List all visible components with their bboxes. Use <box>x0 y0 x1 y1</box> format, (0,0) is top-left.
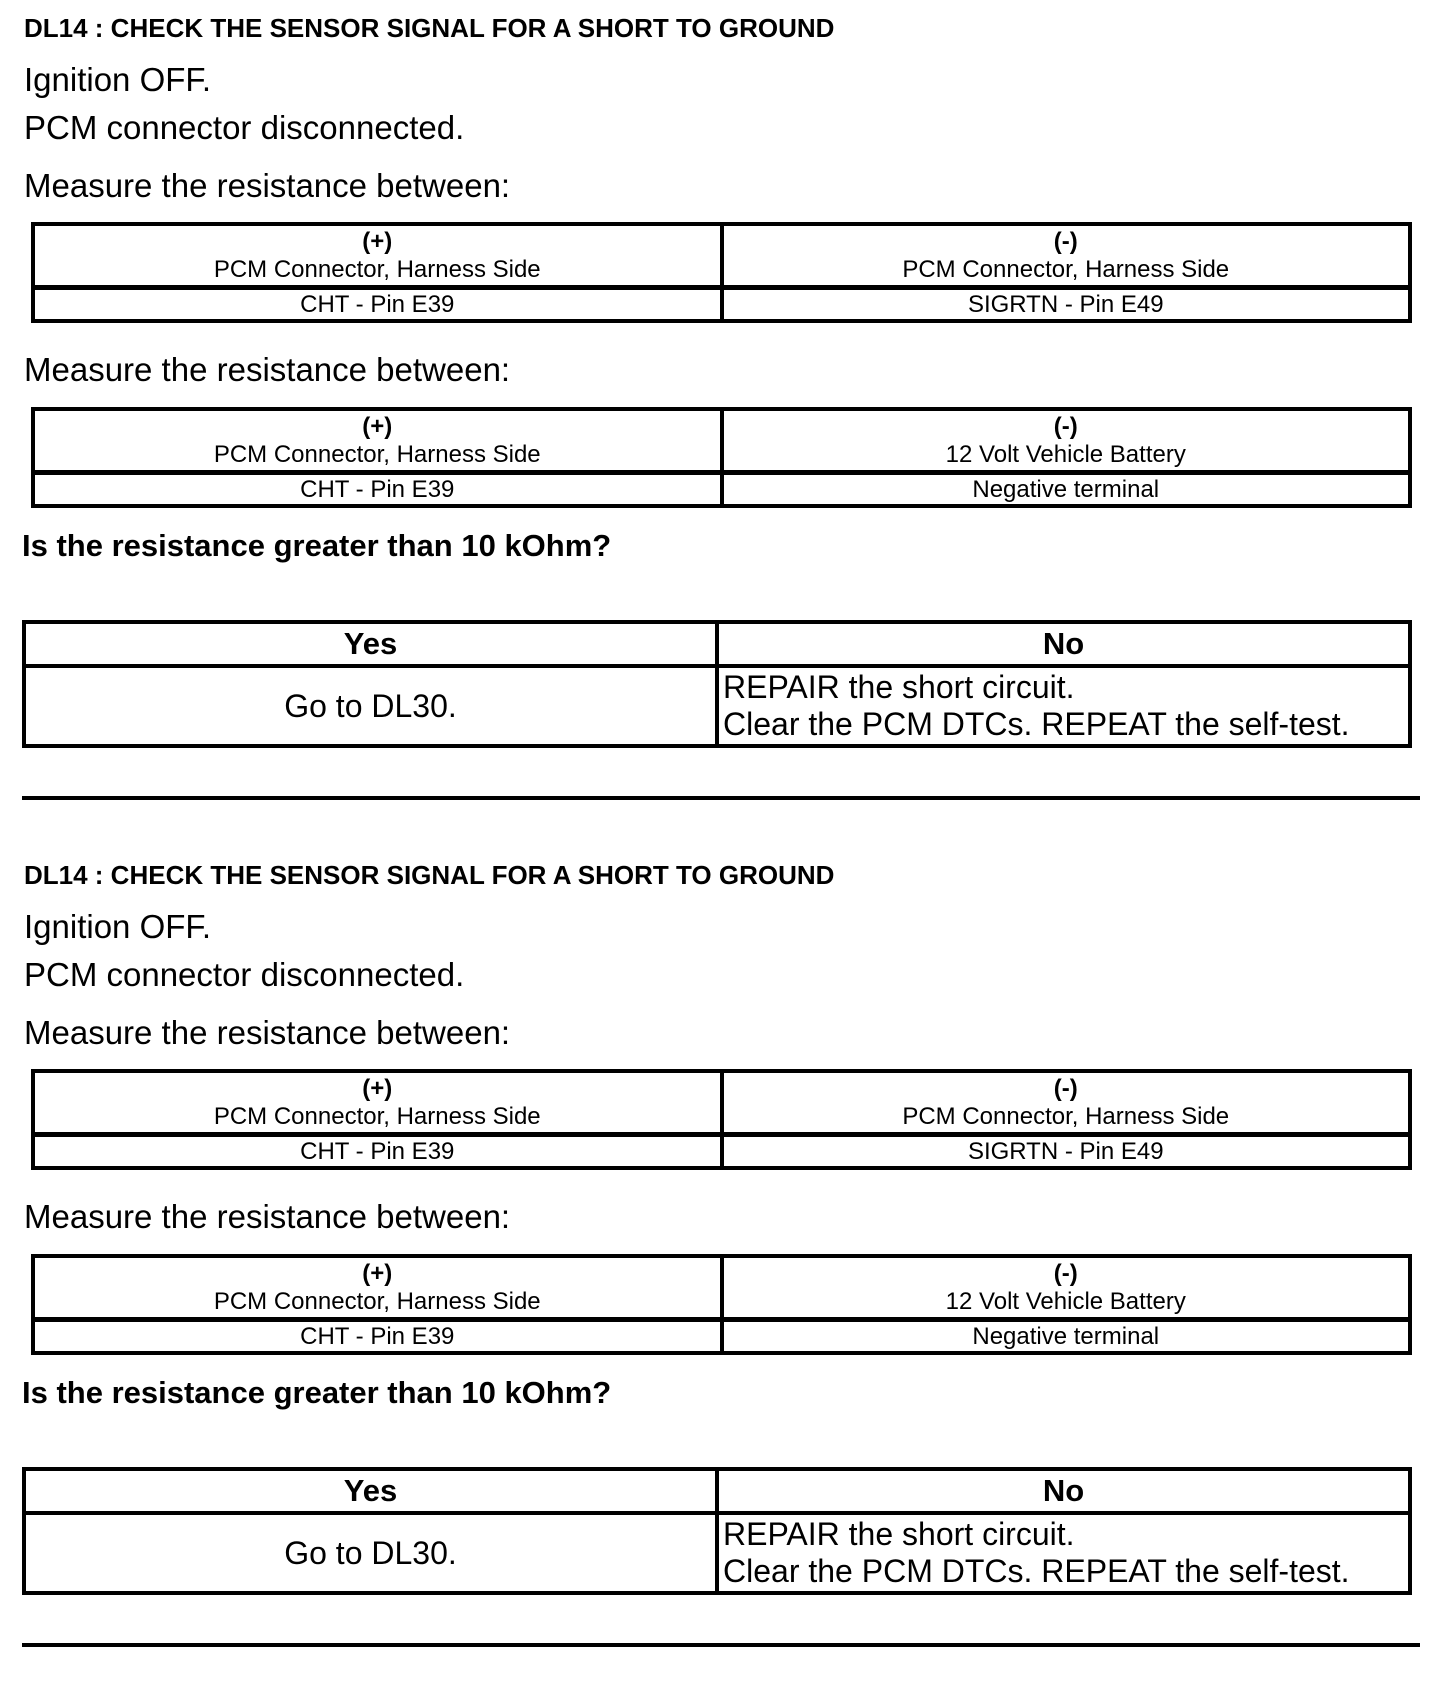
no-action-line: Clear the PCM DTCs. REPEAT the self-test. <box>723 706 1350 742</box>
minus-probe-value: SIGRTN - Pin E49 <box>722 1135 1411 1169</box>
instruction-connector: PCM connector disconnected. <box>24 109 465 146</box>
yes-action: Go to DL30. <box>24 1513 717 1593</box>
decision-table <box>22 620 1412 748</box>
no-action-line: REPAIR the short circuit. <box>723 1516 1075 1552</box>
instruction-ignition: Ignition OFF. <box>24 908 212 945</box>
measure-label: Measure the resistance between: <box>24 1198 511 1235</box>
plus-symbol: (+) <box>362 1260 393 1287</box>
plus-probe-header <box>33 1071 722 1135</box>
section-divider <box>22 796 1420 800</box>
decision-question: Is the resistance greater than 10 kOhm? <box>22 528 612 563</box>
measurement-table-pin-to-battery <box>31 1254 1412 1355</box>
yes-header: Yes <box>24 1469 717 1513</box>
plus-probe-value: CHT - Pin E39 <box>33 473 722 507</box>
diagnostic-step-block-2 <box>0 847 1440 1697</box>
plus-symbol: (+) <box>362 228 393 255</box>
measure-label: Measure the resistance between: <box>24 1014 511 1051</box>
no-action-line: Clear the PCM DTCs. REPEAT the self-test. <box>723 1553 1350 1589</box>
measurement-table-pin-to-battery <box>31 407 1412 508</box>
minus-probe-value: Negative terminal <box>722 1320 1411 1354</box>
minus-probe-header <box>722 224 1411 288</box>
minus-probe-header <box>722 409 1411 473</box>
plus-probe-value: CHT - Pin E39 <box>33 288 722 322</box>
minus-symbol: (-) <box>1053 1260 1078 1287</box>
minus-probe-header <box>722 1071 1411 1135</box>
step-title: DL14 : CHECK THE SENSOR SIGNAL FOR A SHORT TO GROUND <box>24 13 835 43</box>
plus-symbol: (+) <box>362 1075 393 1102</box>
plus-probe-value: CHT - Pin E39 <box>33 1320 722 1354</box>
instruction-connector: PCM connector disconnected. <box>24 956 465 993</box>
minus-symbol: (-) <box>1053 228 1078 255</box>
minus-symbol: (-) <box>1053 413 1078 440</box>
plus-label: PCM Connector, Harness Side <box>213 441 541 468</box>
measure-label: Measure the resistance between: <box>24 351 511 388</box>
plus-label: PCM Connector, Harness Side <box>213 1103 541 1130</box>
minus-probe-value: SIGRTN - Pin E49 <box>722 288 1411 322</box>
plus-probe-value: CHT - Pin E39 <box>33 1135 722 1169</box>
step-title: DL14 : CHECK THE SENSOR SIGNAL FOR A SHORT TO GROUND <box>24 860 835 890</box>
instruction-ignition: Ignition OFF. <box>24 61 212 98</box>
plus-probe-header <box>33 409 722 473</box>
plus-probe-header <box>33 1256 722 1320</box>
no-action-line: REPAIR the short circuit. <box>723 669 1075 705</box>
plus-probe-header <box>33 224 722 288</box>
measurement-table-pin-to-pin <box>31 1069 1412 1170</box>
decision-table <box>22 1467 1412 1595</box>
decision-question: Is the resistance greater than 10 kOhm? <box>22 1375 612 1410</box>
measure-label: Measure the resistance between: <box>24 167 511 204</box>
minus-label: PCM Connector, Harness Side <box>902 1103 1230 1130</box>
minus-label: PCM Connector, Harness Side <box>902 256 1230 283</box>
minus-label: 12 Volt Vehicle Battery <box>945 441 1186 468</box>
minus-label: 12 Volt Vehicle Battery <box>945 1288 1186 1315</box>
plus-symbol: (+) <box>362 413 393 440</box>
no-action <box>717 1513 1410 1593</box>
section-divider <box>22 1643 1420 1647</box>
minus-probe-header <box>722 1256 1411 1320</box>
plus-label: PCM Connector, Harness Side <box>213 1288 541 1315</box>
measurement-table-pin-to-pin <box>31 222 1412 323</box>
minus-symbol: (-) <box>1053 1075 1078 1102</box>
no-header: No <box>717 622 1410 666</box>
no-action <box>717 666 1410 746</box>
yes-header: Yes <box>24 622 717 666</box>
plus-label: PCM Connector, Harness Side <box>213 256 541 283</box>
no-header: No <box>717 1469 1410 1513</box>
yes-action: Go to DL30. <box>24 666 717 746</box>
minus-probe-value: Negative terminal <box>722 473 1411 507</box>
